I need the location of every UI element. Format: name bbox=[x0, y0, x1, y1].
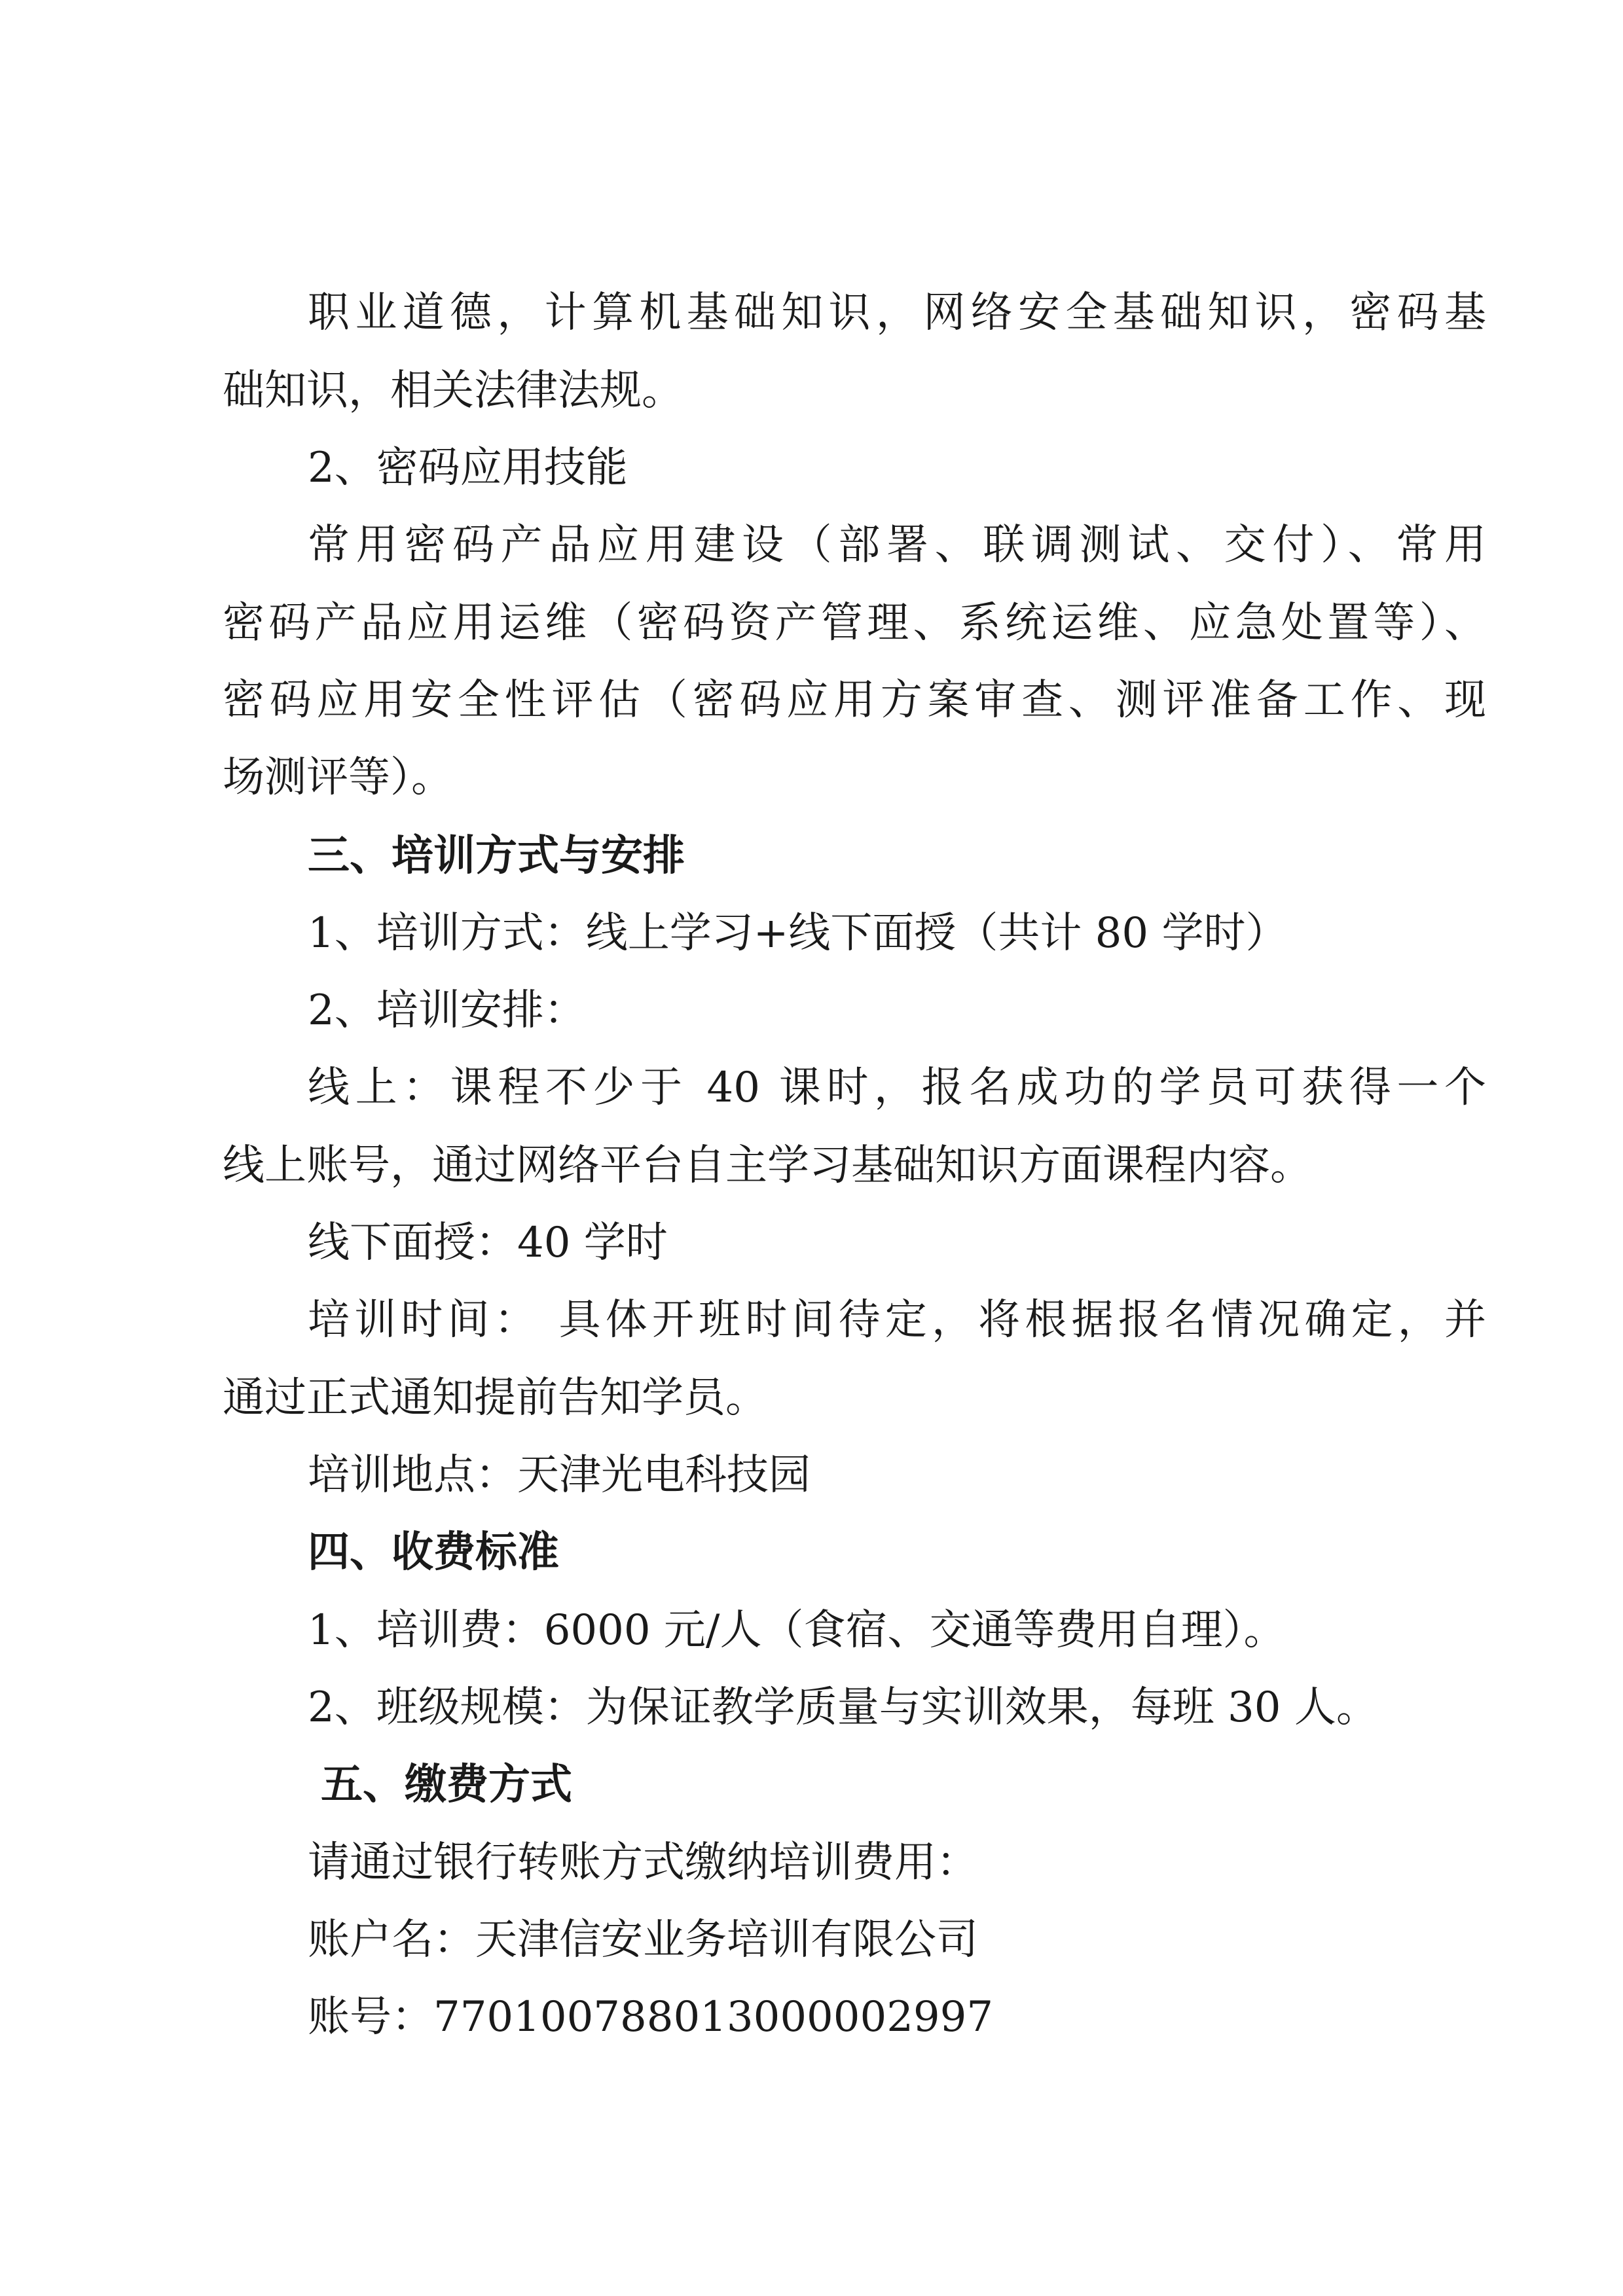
body-text-line: 职业道德，计算机基础知识，网络安全基础知识，密码基 bbox=[308, 289, 1486, 337]
body-text-line: 培训地点：天津光电科技园 bbox=[308, 1451, 811, 1499]
body-text-line: 线上：课程不少于 40 课时，报名成功的学员可获得一个 bbox=[308, 1064, 1486, 1112]
body-text-line: 1、培训方式：线上学习+线下面授（共计 80 学时） bbox=[308, 909, 1288, 958]
account-name: 账户名：天津信安业务培训有限公司 bbox=[308, 1916, 978, 1964]
body-text-line: 常用密码产品应用建设（部署、联调测试、交付）、常用 bbox=[308, 521, 1486, 569]
section-heading: 三、培训方式与安排 bbox=[308, 832, 685, 880]
subheading: 2、密码应用技能 bbox=[308, 444, 628, 492]
body-text-line: 线下面授：40 学时 bbox=[308, 1219, 668, 1267]
body-text-line: 密码应用安全性评估（密码应用方案审查、测评准备工作、现 bbox=[223, 676, 1486, 725]
body-text-line: 培训时间： 具体开班时间待定，将根据报名情况确定，并 bbox=[308, 1296, 1486, 1344]
section-heading: 四、收费标准 bbox=[308, 1528, 559, 1577]
body-text-line: 场测评等）。 bbox=[223, 753, 453, 802]
section-heading: 五、缴费方式 bbox=[321, 1761, 572, 1809]
body-text-line: 请通过银行转账方式缴纳培训费用： bbox=[308, 1839, 978, 1887]
subheading: 2、培训安排： bbox=[308, 986, 586, 1035]
body-text-line: 通过正式通知提前告知学员。 bbox=[223, 1374, 767, 1422]
body-text-line: 1、培训费：6000 元/人（食宿、交通等费用自理）。 bbox=[308, 1606, 1286, 1655]
body-text-line: 2、班级规模：为保证教学质量与实训效果，每班 30 人。 bbox=[308, 1683, 1378, 1732]
body-text-line: 线上账号，通过网络平台自主学习基础知识方面课程内容。 bbox=[223, 1141, 1312, 1190]
account-number: 账号：770100788013000002997 bbox=[308, 1993, 994, 2041]
body-text-line: 密码产品应用运维（密码资产管理、系统运维、应急处置等）、 bbox=[223, 599, 1486, 647]
body-text-line: 础知识，相关法律法规。 bbox=[223, 367, 684, 415]
